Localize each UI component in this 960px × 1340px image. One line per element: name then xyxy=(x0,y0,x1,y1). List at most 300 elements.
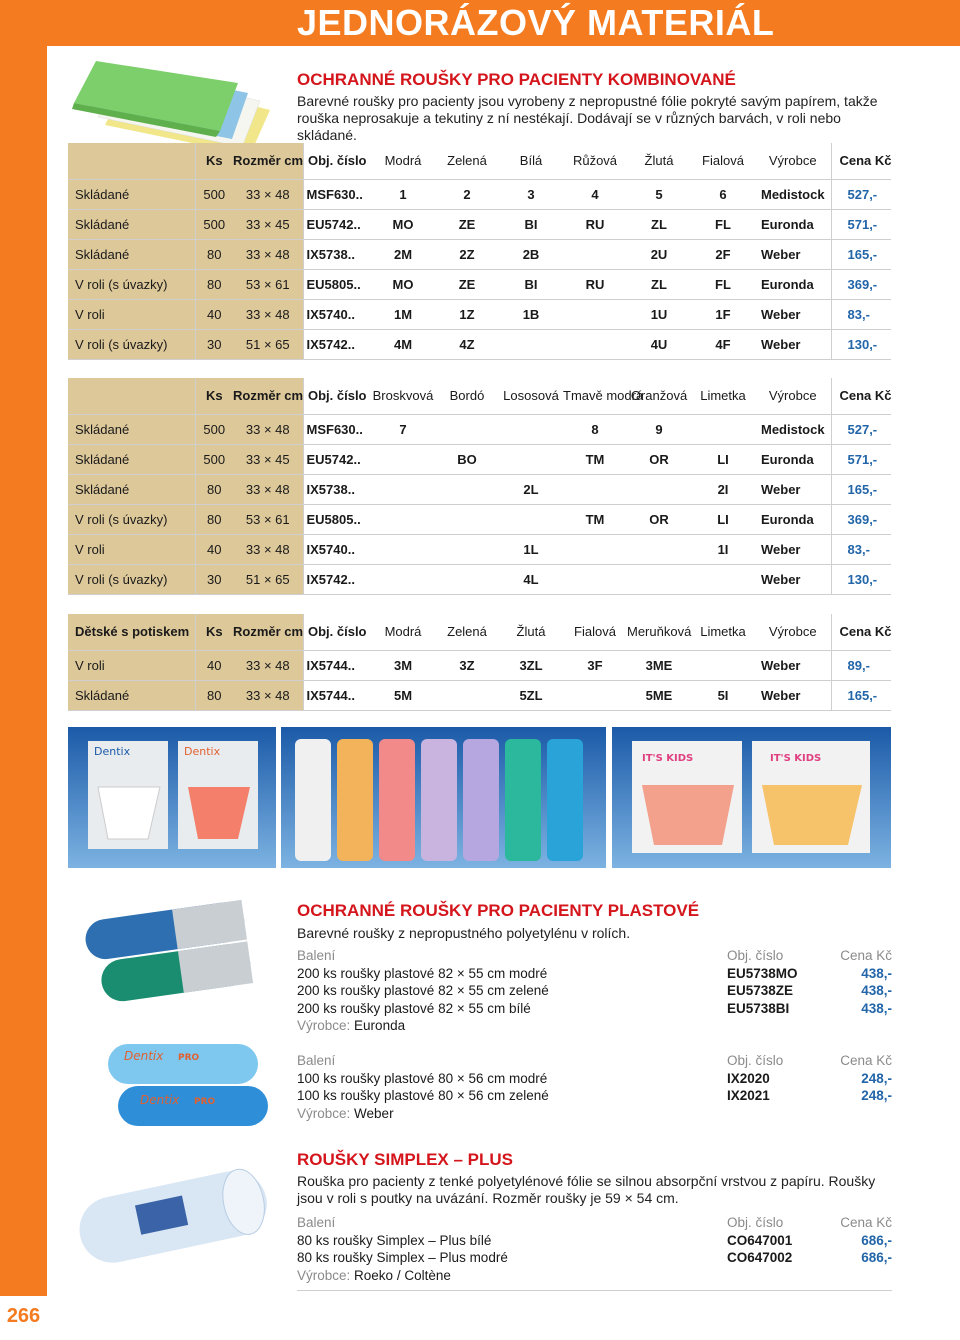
table-cell: 2Z xyxy=(435,239,499,269)
column-header: Meruňková xyxy=(627,614,691,650)
section3-description: Rouška pro pacienty z tenké polyetylénové fólie se silnou absorpční vrstvou z papíru. Roušky jsou v roli s poutky na uvázání. Rozměr roušky je 59 × 54 cm. xyxy=(297,1173,876,1206)
column-header: Tmavě modrá xyxy=(563,378,627,414)
list-item xyxy=(297,1087,892,1105)
manufacturer-line xyxy=(297,1017,892,1035)
table-cell: 4F xyxy=(691,329,755,359)
table-row xyxy=(68,299,891,329)
table-cell xyxy=(563,680,627,710)
table-cell xyxy=(691,564,755,594)
header-baleni: Balení xyxy=(297,1215,336,1230)
table-cell xyxy=(563,239,627,269)
column-header: Lososová xyxy=(499,378,563,414)
table-cell: Euronda xyxy=(755,209,831,239)
table-cell: 33 × 48 xyxy=(233,474,303,504)
pro-label: PRO xyxy=(178,1053,200,1063)
column-header: Rozměr cm xyxy=(233,143,303,179)
plastic-rolls-photo-euronda xyxy=(68,892,276,1012)
table-row xyxy=(68,179,891,209)
table-cell: 33 × 48 xyxy=(233,179,303,209)
column-header: Obj. číslo xyxy=(303,378,371,414)
table-cell xyxy=(435,680,499,710)
table-cell: 2I xyxy=(691,474,755,504)
table-cell xyxy=(563,299,627,329)
table-row xyxy=(68,650,891,680)
table-row xyxy=(68,269,891,299)
table-cell: Weber xyxy=(755,650,831,680)
table-cell: 165,- xyxy=(831,474,891,504)
table-cell: 80 xyxy=(195,474,233,504)
kids-label-2: IT'S KIDS xyxy=(770,753,822,764)
column-header: Limetka xyxy=(691,614,755,650)
table-cell: IX5744.. xyxy=(303,650,371,680)
table-kombinovane-1 xyxy=(68,143,891,360)
list-item xyxy=(297,1000,892,1018)
table-cell: Weber xyxy=(755,534,831,564)
table-cell: 527,- xyxy=(831,179,891,209)
list-item xyxy=(297,965,892,983)
table-row xyxy=(68,414,891,444)
table-cell: 571,- xyxy=(831,209,891,239)
table-cell: RU xyxy=(563,269,627,299)
list-item xyxy=(297,1070,892,1088)
table-cell: 80 xyxy=(195,269,233,299)
table-cell: 165,- xyxy=(831,239,891,269)
table-cell: 130,- xyxy=(831,329,891,359)
item-code: CO647002 xyxy=(727,1250,793,1265)
table-cell: OR xyxy=(627,444,691,474)
table-cell: 3ZL xyxy=(499,650,563,680)
header-obj: Obj. číslo xyxy=(727,1053,784,1068)
column-header: Fialová xyxy=(691,143,755,179)
item-name: 200 ks roušky plastové 82 × 55 cm zelené xyxy=(297,983,549,998)
price-list-header xyxy=(297,1214,892,1232)
manufacturer-line xyxy=(297,1267,892,1285)
footer-divider xyxy=(297,1290,892,1291)
section1-description: Barevné roušky pro pacienty jsou vyrobeny z nepropustné fólie pokryté savým papírem, takže rouška neprosakuje a tekutiny z ní nestékají. Dodávají se v různých barvách, v roli nebo skládané. xyxy=(297,93,878,143)
sidebar-band xyxy=(0,0,47,1340)
table-row xyxy=(68,564,891,594)
list-item xyxy=(297,982,892,1000)
table-cell: IX5740.. xyxy=(303,299,371,329)
column-header: Výrobce xyxy=(755,143,831,179)
item-price: 438,- xyxy=(861,983,892,998)
table-cell xyxy=(435,534,499,564)
table-cell xyxy=(563,474,627,504)
table-cell: Weber xyxy=(755,680,831,710)
table-cell: TM xyxy=(563,504,627,534)
section3-title: ROUŠKY SIMPLEX – PLUS xyxy=(297,1150,514,1169)
item-price: 248,- xyxy=(861,1088,892,1103)
table-cell: OR xyxy=(627,504,691,534)
item-name: 100 ks roušky plastové 80 × 56 cm zelené xyxy=(297,1088,549,1103)
table-cell: 83,- xyxy=(831,299,891,329)
table-cell: IX5740.. xyxy=(303,534,371,564)
table-cell: V roli (s úvazky) xyxy=(68,564,195,594)
table-row xyxy=(68,680,891,710)
table-cell: ZL xyxy=(627,209,691,239)
table-cell: 2M xyxy=(371,239,435,269)
table-cell: BI xyxy=(499,269,563,299)
table-cell: LI xyxy=(691,444,755,474)
table-cell xyxy=(435,504,499,534)
table-row xyxy=(68,444,891,474)
item-code: EU5738ZE xyxy=(727,983,794,998)
dentix-dispenser-photo-1 xyxy=(68,727,276,868)
column-header: Ks xyxy=(195,614,233,650)
column-header: Výrobce xyxy=(755,378,831,414)
column-header: Limetka xyxy=(691,378,755,414)
simplex-roll-photo xyxy=(68,1150,276,1282)
table-cell: FL xyxy=(691,209,755,239)
table-cell: TM xyxy=(563,444,627,474)
table-row xyxy=(68,329,891,359)
table-header-row xyxy=(68,378,891,414)
table-cell: 40 xyxy=(195,299,233,329)
column-header: Modrá xyxy=(371,143,435,179)
item-code: CO647001 xyxy=(727,1232,793,1248)
table-cell xyxy=(627,564,691,594)
table-cell: Skládané xyxy=(68,444,195,474)
table-cell: EU5805.. xyxy=(303,504,371,534)
table-cell: 500 xyxy=(195,179,233,209)
item-code: EU5738BI xyxy=(727,1000,790,1016)
table-cell: 2 xyxy=(435,179,499,209)
table-cell: Weber xyxy=(755,474,831,504)
table-cell: 30 xyxy=(195,329,233,359)
column-header: Fialová xyxy=(563,614,627,650)
table-cell: Medistock xyxy=(755,179,831,209)
table-cell: 1Z xyxy=(435,299,499,329)
table-cell: Skládané xyxy=(68,680,195,710)
price-list-euronda xyxy=(297,947,892,1035)
table-cell: 33 × 45 xyxy=(233,209,303,239)
table-cell: 80 xyxy=(195,504,233,534)
list-item xyxy=(297,1249,892,1267)
table-cell: V roli (s úvazky) xyxy=(68,269,195,299)
table-cell: 33 × 48 xyxy=(233,680,303,710)
table-detske xyxy=(68,614,891,711)
table-row xyxy=(68,534,891,564)
table-cell: ZE xyxy=(435,209,499,239)
manufacturer-label: Výrobce: xyxy=(297,1105,351,1121)
table-cell: 4 xyxy=(563,179,627,209)
table-cell: 130,- xyxy=(831,564,891,594)
table-cell: V roli (s úvazky) xyxy=(68,504,195,534)
table-cell: ZL xyxy=(627,269,691,299)
table-cell: 1L xyxy=(499,534,563,564)
column-header: Oranžová xyxy=(627,378,691,414)
column-header: Cena Kč xyxy=(831,378,891,414)
column-header: Bordó xyxy=(435,378,499,414)
table-cell: 1 xyxy=(371,179,435,209)
table-cell: 571,- xyxy=(831,444,891,474)
table-cell: MO xyxy=(371,209,435,239)
column-header xyxy=(68,143,195,179)
table-cell: Skládané xyxy=(68,239,195,269)
table-cell: Weber xyxy=(755,564,831,594)
header-obj: Obj. číslo xyxy=(727,1215,784,1230)
table-cell: Euronda xyxy=(755,504,831,534)
table-cell: 33 × 48 xyxy=(233,650,303,680)
table-cell xyxy=(371,504,435,534)
table-cell: Skládané xyxy=(68,414,195,444)
table-cell xyxy=(371,534,435,564)
price-list-header xyxy=(297,1052,892,1070)
table-cell: 4U xyxy=(627,329,691,359)
column-header: Modrá xyxy=(371,614,435,650)
table-cell xyxy=(499,329,563,359)
item-price: 438,- xyxy=(861,965,892,981)
table-cell: EU5805.. xyxy=(303,269,371,299)
table-cell: 500 xyxy=(195,414,233,444)
table-cell: Euronda xyxy=(755,269,831,299)
table-cell: MSF630.. xyxy=(303,179,371,209)
table-cell: RU xyxy=(563,209,627,239)
manufacturer-label: Výrobce: xyxy=(297,1018,351,1033)
table-cell: V roli xyxy=(68,534,195,564)
table-cell: 53 × 61 xyxy=(233,269,303,299)
table-cell xyxy=(435,564,499,594)
table-cell: 89,- xyxy=(831,650,891,680)
table-cell: V roli (s úvazky) xyxy=(68,329,195,359)
table-header-row xyxy=(68,143,891,179)
dentix-label: Dentix xyxy=(94,745,131,758)
column-header xyxy=(68,378,195,414)
manufacturer-name: Weber xyxy=(354,1105,394,1121)
table-kombinovane-2 xyxy=(68,378,891,595)
table-row xyxy=(68,504,891,534)
table-cell: 2B xyxy=(499,239,563,269)
table-cell: 2U xyxy=(627,239,691,269)
column-header: Rozměr cm xyxy=(233,614,303,650)
item-name: 80 ks roušky Simplex – Plus bílé xyxy=(297,1232,492,1248)
table-cell: 33 × 48 xyxy=(233,534,303,564)
table-cell: 33 × 48 xyxy=(233,414,303,444)
table-cell: 1B xyxy=(499,299,563,329)
item-name: 200 ks roušky plastové 82 × 55 cm modré xyxy=(297,965,548,981)
manufacturer-name: Roeko / Coltène xyxy=(354,1267,451,1283)
column-header: Růžová xyxy=(563,143,627,179)
table-cell xyxy=(563,329,627,359)
column-header: Cena Kč xyxy=(831,614,891,650)
table-cell: 500 xyxy=(195,444,233,474)
table-cell: FL xyxy=(691,269,755,299)
table-cell: MSF630.. xyxy=(303,414,371,444)
kids-dispenser-photo xyxy=(612,727,891,868)
table-cell: 4Z xyxy=(435,329,499,359)
table-cell: 6 xyxy=(691,179,755,209)
table-cell xyxy=(371,474,435,504)
table-cell: IX5742.. xyxy=(303,329,371,359)
table-cell: 1U xyxy=(627,299,691,329)
table-cell: BO xyxy=(435,444,499,474)
dentix-label-2: Dentix xyxy=(184,745,221,758)
table-cell: 5ME xyxy=(627,680,691,710)
price-list-header xyxy=(297,947,892,965)
column-header: Ks xyxy=(195,143,233,179)
table-cell: 527,- xyxy=(831,414,891,444)
dentix-pro-rolls-photo xyxy=(68,1030,276,1140)
bib-rolls-photo xyxy=(281,727,606,868)
table-cell: IX5742.. xyxy=(303,564,371,594)
table-cell: 5M xyxy=(371,680,435,710)
table-cell: 3 xyxy=(499,179,563,209)
table-cell: 4L xyxy=(499,564,563,594)
dentix-pro-label: Dentix xyxy=(124,1049,164,1063)
table-cell xyxy=(691,414,755,444)
column-header: Výrobce xyxy=(755,614,831,650)
table-cell xyxy=(499,414,563,444)
table-cell: 3ME xyxy=(627,650,691,680)
table-cell: LI xyxy=(691,504,755,534)
pro-label-2: PRO xyxy=(194,1097,216,1107)
item-name: 200 ks roušky plastové 82 × 55 cm bílé xyxy=(297,1000,531,1016)
table-cell: IX5744.. xyxy=(303,680,371,710)
column-header: Broskvová xyxy=(371,378,435,414)
table-cell: V roli xyxy=(68,299,195,329)
table-header-row xyxy=(68,614,891,650)
price-list-simplex xyxy=(297,1214,892,1284)
table-cell xyxy=(627,534,691,564)
list-item xyxy=(297,1232,892,1250)
dentix-pro-label-2: Dentix xyxy=(140,1093,180,1107)
header-cena: Cena Kč xyxy=(840,948,892,963)
item-price: 438,- xyxy=(861,1000,892,1016)
table-cell: 500 xyxy=(195,209,233,239)
item-price: 686,- xyxy=(861,1250,892,1265)
table-cell: EU5742.. xyxy=(303,444,371,474)
table-cell: 80 xyxy=(195,680,233,710)
table-cell: Skládané xyxy=(68,209,195,239)
table-cell: 33 × 45 xyxy=(233,444,303,474)
table-cell: 1I xyxy=(691,534,755,564)
table-cell xyxy=(371,564,435,594)
table-cell xyxy=(435,474,499,504)
table-cell: 3M xyxy=(371,650,435,680)
table-cell: 51 × 65 xyxy=(233,564,303,594)
table-cell: 369,- xyxy=(831,269,891,299)
table-cell xyxy=(563,564,627,594)
table-cell: Weber xyxy=(755,329,831,359)
item-price: 686,- xyxy=(861,1232,892,1248)
column-header: Cena Kč xyxy=(831,143,891,179)
table-cell: 53 × 61 xyxy=(233,504,303,534)
table-cell: 1M xyxy=(371,299,435,329)
table-cell: Skládané xyxy=(68,474,195,504)
table-cell: 165,- xyxy=(831,680,891,710)
table-cell: 83,- xyxy=(831,534,891,564)
column-header: Žlutá xyxy=(627,143,691,179)
table-cell: 9 xyxy=(627,414,691,444)
table-cell: EU5742.. xyxy=(303,209,371,239)
table-cell: 33 × 48 xyxy=(233,239,303,269)
table-cell xyxy=(435,414,499,444)
item-code: EU5738MO xyxy=(727,965,798,981)
table-cell xyxy=(371,444,435,474)
table-cell: 5I xyxy=(691,680,755,710)
table-cell: Medistock xyxy=(755,414,831,444)
manufacturer-label: Výrobce: xyxy=(297,1267,351,1283)
column-header: Obj. číslo xyxy=(303,143,371,179)
column-header: Rozměr cm xyxy=(233,378,303,414)
item-name: 80 ks roušky Simplex – Plus modré xyxy=(297,1250,508,1265)
column-header: Zelená xyxy=(435,614,499,650)
table-cell: 40 xyxy=(195,534,233,564)
table-cell xyxy=(691,650,755,680)
table-cell: Weber xyxy=(755,299,831,329)
column-header: Bílá xyxy=(499,143,563,179)
column-header: Dětské s potiskem xyxy=(68,614,195,650)
table-cell: 5 xyxy=(627,179,691,209)
table-cell: Weber xyxy=(755,239,831,269)
table-cell: 8 xyxy=(563,414,627,444)
column-header: Zelená xyxy=(435,143,499,179)
section2-description: Barevné roušky z nepropustného polyetylénu v rolích. xyxy=(297,925,631,941)
table-cell: 33 × 48 xyxy=(233,299,303,329)
table-cell: 7 xyxy=(371,414,435,444)
section1-title: OCHRANNÉ ROUŠKY PRO PACIENTY KOMBINOVANÉ xyxy=(297,70,736,89)
column-header: Žlutá xyxy=(499,614,563,650)
table-cell: 80 xyxy=(195,239,233,269)
table-cell: Euronda xyxy=(755,444,831,474)
table-cell: Skládané xyxy=(68,179,195,209)
table-cell: 3Z xyxy=(435,650,499,680)
table-cell: 4M xyxy=(371,329,435,359)
header-baleni: Balení xyxy=(297,1053,336,1068)
table-cell: MO xyxy=(371,269,435,299)
table-cell: V roli xyxy=(68,650,195,680)
item-code: IX2020 xyxy=(727,1070,770,1086)
manufacturer-line xyxy=(297,1105,892,1123)
item-price: 248,- xyxy=(861,1070,892,1086)
table-cell: 5ZL xyxy=(499,680,563,710)
header-obj: Obj. číslo xyxy=(727,948,784,963)
header-cena: Cena Kč xyxy=(840,1215,892,1230)
table-cell xyxy=(499,444,563,474)
section2-title: OCHRANNÉ ROUŠKY PRO PACIENTY PLASTOVÉ xyxy=(297,901,700,920)
table-cell: IX5738.. xyxy=(303,239,371,269)
page-title: JEDNORÁZOVÝ MATERIÁL xyxy=(297,2,775,43)
table-row xyxy=(68,239,891,269)
price-list-weber xyxy=(297,1052,892,1122)
table-cell: 51 × 65 xyxy=(233,329,303,359)
item-code: IX2021 xyxy=(727,1088,770,1103)
kids-label: IT'S KIDS xyxy=(642,753,694,764)
table-cell xyxy=(499,504,563,534)
header-baleni: Balení xyxy=(297,948,336,963)
column-header: Obj. číslo xyxy=(303,614,371,650)
table-cell: ZE xyxy=(435,269,499,299)
table-cell: BI xyxy=(499,209,563,239)
column-header: Ks xyxy=(195,378,233,414)
table-cell xyxy=(627,474,691,504)
table-cell: 3F xyxy=(563,650,627,680)
table-cell xyxy=(563,534,627,564)
table-cell: 40 xyxy=(195,650,233,680)
item-name: 100 ks roušky plastové 80 × 56 cm modré xyxy=(297,1070,548,1086)
table-cell: 30 xyxy=(195,564,233,594)
page-number: 266 xyxy=(0,1296,47,1340)
manufacturer-name: Euronda xyxy=(354,1018,406,1033)
table-cell: IX5738.. xyxy=(303,474,371,504)
table-row xyxy=(68,474,891,504)
table-row xyxy=(68,209,891,239)
table-cell: 1F xyxy=(691,299,755,329)
table-cell: 369,- xyxy=(831,504,891,534)
header-cena: Cena Kč xyxy=(840,1053,892,1068)
table-cell: 2L xyxy=(499,474,563,504)
table-cell: 2F xyxy=(691,239,755,269)
